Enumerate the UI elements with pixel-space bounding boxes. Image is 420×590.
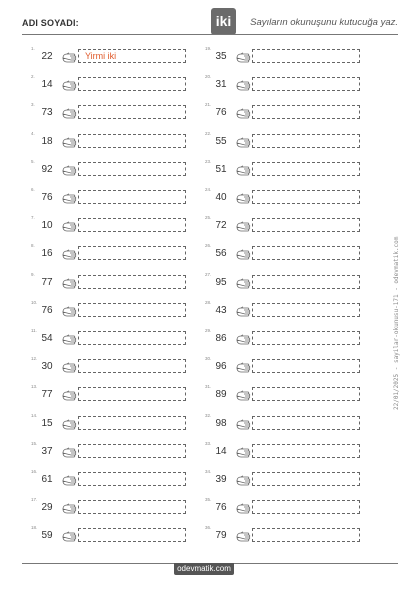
exercise-row: [31, 469, 191, 488]
exercise-row: [205, 74, 365, 93]
exercise-index: 11.: [31, 328, 37, 333]
exercise-row: [205, 412, 365, 432]
exercise-number: 77: [41, 276, 53, 288]
exercise-index: 1.: [31, 46, 35, 51]
pointing-hand-icon: [236, 474, 252, 486]
answer-box[interactable]: [252, 190, 360, 204]
exercise-number: 16: [41, 248, 53, 260]
exercise-index: 23.: [205, 158, 212, 164]
exercise-index: 20.: [205, 74, 212, 80]
exercise-row: [205, 243, 365, 262]
exercise-index: 16.: [31, 469, 38, 474]
instruction-text: Sayıların okunuşunu kutucuğa yaz.: [250, 17, 398, 28]
pointing-hand-icon: [62, 389, 78, 401]
pointing-hand-icon: [236, 446, 252, 458]
exercise-row: [205, 497, 365, 516]
answer-box[interactable]: [78, 162, 186, 176]
exercise-number: 39: [215, 474, 227, 485]
footer-site-badge: odevmatik.com: [174, 563, 234, 575]
pointing-hand-icon: [62, 474, 78, 486]
answer-box[interactable]: [252, 331, 360, 345]
pointing-hand-icon: [236, 361, 252, 373]
exercise-row: [205, 187, 365, 206]
pointing-hand-icon: [236, 333, 252, 345]
exercise-row: [205, 271, 365, 291]
answer-box[interactable]: [78, 134, 186, 148]
answer-box[interactable]: [252, 500, 360, 514]
exercise-number: 95: [215, 276, 227, 288]
exercise-index: 29.: [205, 328, 212, 333]
exercise-index: 21.: [205, 102, 212, 108]
answer-box[interactable]: [252, 218, 360, 232]
exercise-index: 9.: [31, 271, 35, 277]
exercise-row: [205, 158, 365, 178]
exercise-number: 40: [215, 192, 227, 203]
exercise-index: 25.: [205, 215, 212, 221]
exercise-index: 13.: [31, 384, 38, 390]
exercise-number: 14: [41, 79, 53, 91]
exercise-row: [205, 46, 365, 65]
pointing-hand-icon: [236, 107, 252, 119]
exercise-number: 29: [41, 502, 53, 514]
exercise-index: 26.: [205, 243, 212, 249]
exercise-row: [31, 440, 191, 460]
pointing-hand-icon: [62, 502, 78, 514]
worksheet-header: [22, 8, 398, 34]
exercise-index: 31.: [205, 384, 212, 390]
exercise-row: [205, 102, 365, 121]
exercise-number: 37: [41, 445, 53, 457]
exercise-number: 35: [215, 51, 227, 62]
answer-box[interactable]: [252, 416, 360, 430]
answer-box[interactable]: [252, 162, 360, 176]
side-footer-text: 22/01/2025 - sayilar-okunusu-171 - odevmatik.com: [393, 236, 400, 410]
exercise-row: [31, 384, 191, 403]
answer-box[interactable]: [78, 444, 186, 458]
exercise-number: 22: [41, 51, 53, 62]
exercise-index: 17.: [31, 497, 38, 503]
exercise-number: 86: [215, 333, 227, 344]
pointing-hand-icon: [62, 192, 78, 204]
exercise-row: [31, 356, 191, 375]
exercise-index: 8.: [31, 243, 35, 249]
pointing-hand-icon: [236, 164, 252, 176]
exercise-number: 55: [215, 135, 227, 147]
exercise-index: 32.: [205, 412, 212, 418]
exercise-row: [31, 497, 191, 516]
exercise-index: 6.: [31, 187, 35, 192]
pointing-hand-icon: [236, 220, 252, 232]
pointing-hand-icon: [236, 51, 252, 63]
exercise-number: 10: [41, 220, 53, 232]
exercise-row: [31, 525, 191, 544]
pointing-hand-icon: [236, 79, 252, 91]
pointing-hand-icon: [62, 530, 78, 542]
pointing-hand-icon: [62, 361, 78, 373]
exercise-number: 76: [41, 192, 53, 203]
exercise-index: 22.: [205, 130, 212, 136]
exercise-row: [205, 356, 365, 375]
exercise-row: [205, 440, 365, 460]
answer-box[interactable]: [78, 331, 186, 345]
exercise-number: 96: [215, 361, 227, 373]
exercise-number: 59: [41, 530, 53, 542]
exercise-index: 19.: [205, 46, 212, 51]
exercise-number: 31: [215, 79, 227, 91]
pointing-hand-icon: [236, 248, 252, 260]
answer-box[interactable]: [78, 246, 186, 260]
pointing-hand-icon: [62, 305, 78, 317]
exercise-number: 54: [41, 333, 53, 344]
exercise-row: [205, 525, 365, 544]
pointing-hand-icon: [236, 136, 252, 148]
pointing-hand-icon: [62, 446, 78, 458]
answer-box[interactable]: [78, 77, 186, 91]
pointing-hand-icon: [62, 136, 78, 148]
exercise-number: 92: [41, 163, 53, 175]
answer-box[interactable]: [252, 444, 360, 458]
header-divider: [22, 34, 398, 35]
exercise-index: 7.: [31, 215, 35, 221]
exercise-index: 27.: [205, 271, 212, 277]
pointing-hand-icon: [62, 79, 78, 91]
exercise-number: 76: [41, 304, 53, 316]
exercise-index: 24.: [205, 187, 212, 192]
exercise-number: 79: [215, 530, 227, 542]
exercise-row: [31, 187, 191, 206]
logo-badge: iki: [211, 8, 236, 35]
answer-box[interactable]: [252, 134, 360, 148]
exercise-number: 76: [215, 107, 227, 119]
exercise-index: 4.: [31, 130, 35, 136]
pointing-hand-icon: [236, 192, 252, 204]
answer-box[interactable]: [78, 416, 186, 430]
pointing-hand-icon: [62, 220, 78, 232]
answer-box[interactable]: [252, 472, 360, 486]
exercise-number: 30: [41, 361, 53, 373]
pointing-hand-icon: [62, 418, 78, 430]
exercise-index: 34.: [205, 469, 212, 474]
exercise-number: 18: [41, 135, 53, 147]
answer-box[interactable]: [78, 105, 186, 119]
exercise-index: 12.: [31, 356, 38, 362]
exercise-row: [31, 46, 191, 65]
pointing-hand-icon: [62, 51, 78, 63]
answer-box[interactable]: [78, 500, 186, 514]
answer-box[interactable]: [252, 303, 360, 317]
answer-box[interactable]: [78, 275, 186, 289]
exercise-number: 98: [215, 417, 227, 429]
exercise-row: [205, 299, 365, 319]
exercise-index: 3.: [31, 102, 35, 108]
pointing-hand-icon: [62, 248, 78, 260]
exercise-row: [31, 215, 191, 234]
answer-box[interactable]: Yirmi iki: [78, 49, 186, 63]
exercise-row: [31, 299, 191, 319]
answer-box[interactable]: [252, 275, 360, 289]
answer-box[interactable]: [78, 190, 186, 204]
answer-box[interactable]: [252, 359, 360, 373]
exercise-index: 28.: [205, 299, 212, 305]
exercise-row: [31, 243, 191, 262]
name-label: ADI SOYADI:: [22, 18, 79, 28]
answer-box[interactable]: [252, 77, 360, 91]
exercise-index: 2.: [31, 74, 35, 80]
exercise-index: 33.: [205, 440, 212, 446]
exercise-row: [205, 328, 365, 347]
exercise-row: [205, 469, 365, 488]
answer-box[interactable]: [78, 528, 186, 542]
exercise-index: 15.: [31, 440, 38, 446]
exercise-number: 73: [41, 107, 53, 119]
exercise-index: 5.: [31, 158, 35, 164]
exercise-number: 51: [215, 163, 227, 175]
exercise-index: 36.: [205, 525, 212, 531]
exercise-number: 15: [41, 417, 53, 429]
exercise-row: [205, 384, 365, 403]
answer-box[interactable]: [78, 303, 186, 317]
answer-box[interactable]: [252, 528, 360, 542]
exercise-row: [31, 130, 191, 150]
pointing-hand-icon: [62, 277, 78, 289]
exercise-number: 77: [41, 389, 53, 401]
answer-box[interactable]: [78, 359, 186, 373]
exercise-row: [31, 271, 191, 291]
answer-box[interactable]: [78, 387, 186, 401]
pointing-hand-icon: [236, 305, 252, 317]
answer-box[interactable]: [78, 472, 186, 486]
exercise-row: [31, 102, 191, 121]
exercise-number: 43: [215, 304, 227, 316]
exercise-number: 89: [215, 389, 227, 401]
exercise-row: [205, 215, 365, 234]
exercise-row: [31, 412, 191, 432]
exercise-row: [31, 158, 191, 178]
exercise-row: [31, 328, 191, 347]
answer-box[interactable]: [78, 218, 186, 232]
exercise-row: [31, 74, 191, 93]
answer-box[interactable]: [252, 246, 360, 260]
answer-box[interactable]: [252, 105, 360, 119]
exercise-index: 10.: [31, 299, 38, 305]
exercise-index: 18.: [31, 525, 38, 531]
exercise-index: 35.: [205, 497, 212, 503]
pointing-hand-icon: [236, 277, 252, 289]
pointing-hand-icon: [236, 418, 252, 430]
pointing-hand-icon: [62, 333, 78, 345]
exercise-number: 72: [215, 220, 227, 232]
pointing-hand-icon: [236, 389, 252, 401]
pointing-hand-icon: [62, 164, 78, 176]
pointing-hand-icon: [236, 502, 252, 514]
exercise-number: 14: [215, 445, 227, 457]
answer-box[interactable]: [252, 49, 360, 63]
exercise-number: 76: [215, 502, 227, 514]
exercise-index: 14.: [31, 412, 38, 418]
exercise-number: 61: [41, 474, 53, 485]
answer-box[interactable]: [252, 387, 360, 401]
pointing-hand-icon: [62, 107, 78, 119]
exercise-index: 30.: [205, 356, 212, 362]
pointing-hand-icon: [236, 530, 252, 542]
exercise-number: 56: [215, 248, 227, 260]
exercise-row: [205, 130, 365, 150]
